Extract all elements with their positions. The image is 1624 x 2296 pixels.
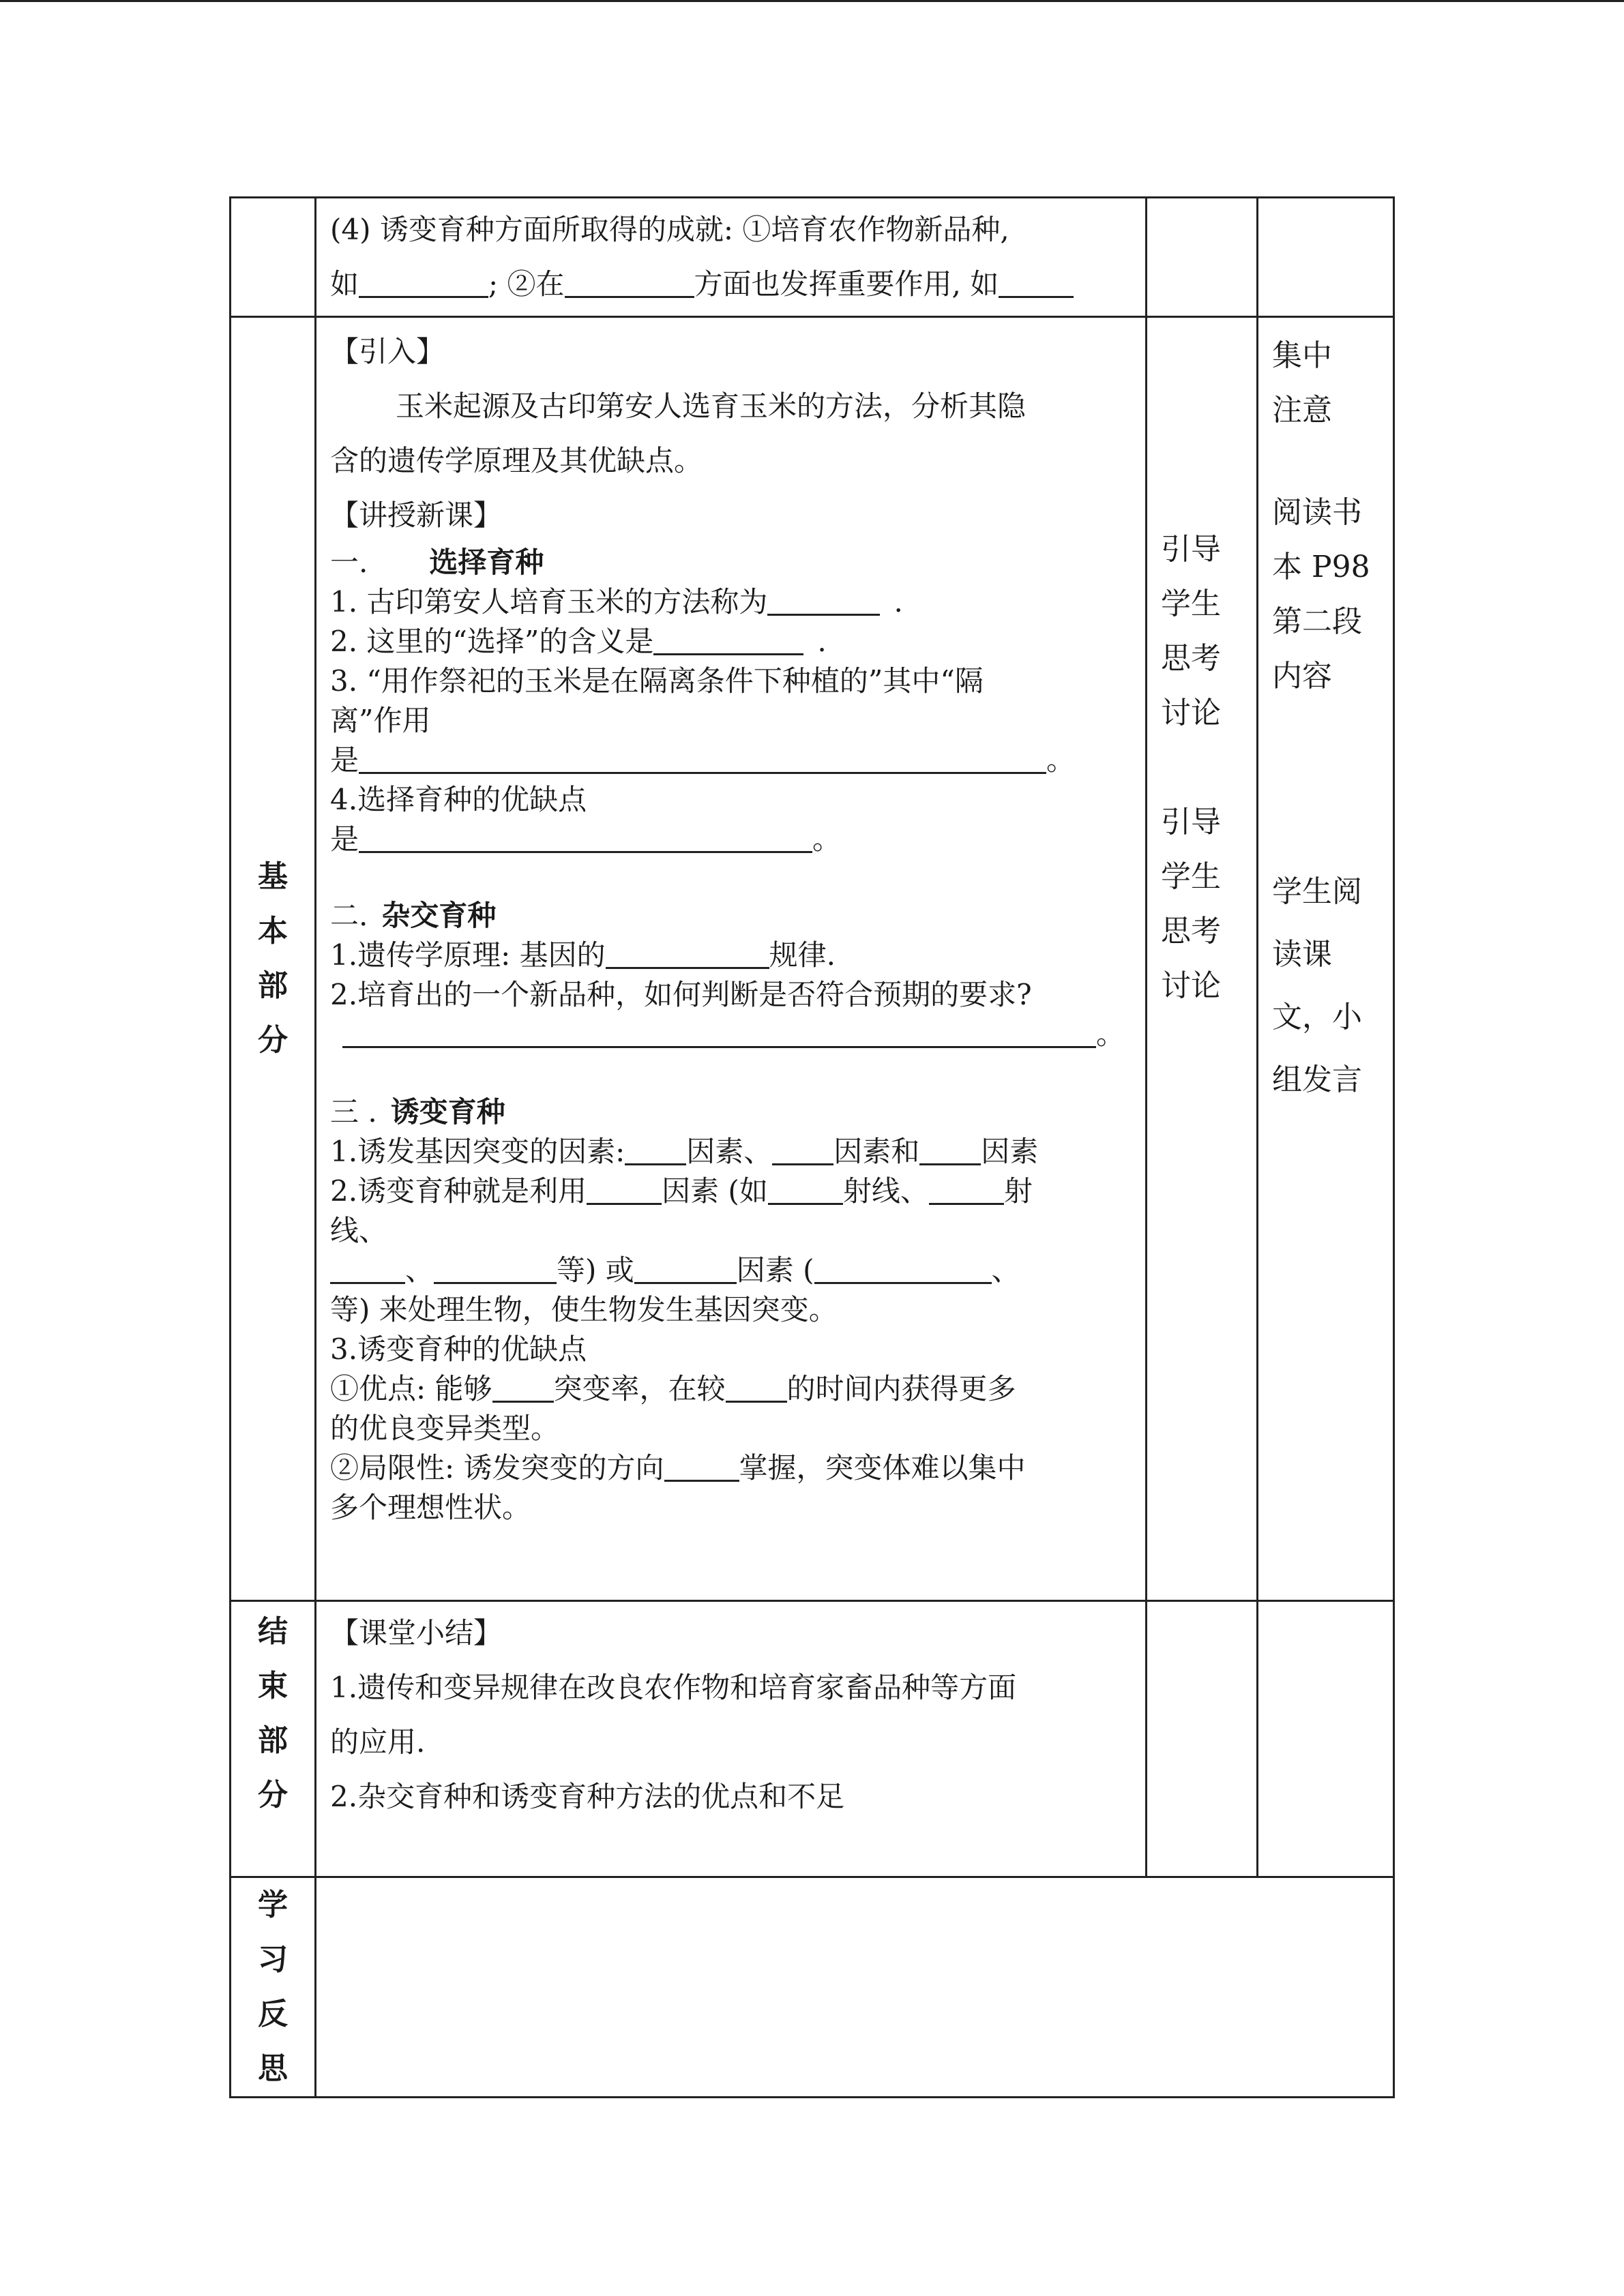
fill-blank[interactable] [919,1135,981,1165]
section-3-question-2d: 等) 来处理生物，使生物发生基因突变。 [330,1293,838,1326]
achievements-cell [316,198,1147,317]
intro-text-2: 含的遗传学原理及其优缺点。 [330,444,703,477]
student-activity-line: 本 P98 [1272,550,1370,584]
fill-blank[interactable] [726,1372,787,1403]
fill-blank[interactable] [359,743,1046,774]
summary-item-2: 2.杂交育种和诱变育种方法的优点和不足 [330,1780,845,1813]
achievements-line-1: (4) 诱变育种方面所取得的成就: ①培育农作物新品种, [330,213,1009,246]
fill-blank[interactable] [606,938,769,969]
fill-blank[interactable] [767,585,880,616]
section-3-title: 三 . 诱变育种 [330,1095,505,1129]
student-activity-line: 读课 [1272,937,1332,972]
row-reflection [231,1877,1394,2098]
fill-blank[interactable] [634,1253,737,1284]
section-3-limitation-a: ②局限性: 诱发突变的方向 掌握，突变体难以集中 [330,1451,1026,1485]
label-char: 分 [258,1023,288,1058]
section-3-advantage-a: ①优点: 能够 突变率，在较 的时间内获得更多 [330,1372,1016,1405]
fill-blank[interactable] [492,1372,554,1403]
section-3-question-3: 3.诱变育种的优缺点 [330,1332,587,1366]
section-1-question-3b: 离”作用 [330,704,431,737]
teacher-activity-line: 思考 [1161,641,1221,676]
teacher-activity-line: 学生 [1161,859,1221,894]
label-char: 分 [258,1778,288,1813]
summary-cell [316,1601,1147,1877]
fill-blank[interactable] [814,1253,992,1284]
fill-blank[interactable] [772,1135,833,1165]
student-activity-line: 阅读书 [1272,495,1362,530]
intro-heading: 【引入】 [330,335,445,368]
page-top-border [0,0,1624,2]
summary-item-1a: 1.遗传和变异规律在改良农作物和培育家畜品种等方面 [330,1671,1017,1704]
section-1-question-2: 2. 这里的“选择”的含义是 . [330,625,827,658]
student-activity-cell [1258,317,1394,1601]
empty-label-cell [231,198,316,317]
section-1-question-1: 1. 古印第安人培育玉米的方法称为 . [330,585,903,618]
section-1-title: 一. 选择育种 [330,546,544,579]
teacher-activity-line: 引导 [1161,805,1221,839]
label-char: 思 [258,2051,288,2086]
section-3-question-2a: 2.诱变育种就是利用 因素 (如 射线、 射 [330,1174,1033,1208]
fill-blank[interactable] [565,267,694,298]
teacher-activity-line: 学生 [1161,586,1221,621]
label-char: 学 [258,1888,288,1922]
empty-student-cell [1258,1601,1394,1877]
row-mutation-achievements [231,198,1394,317]
student-activity-2 [1258,445,1393,711]
empty-teacher-cell [1147,198,1258,317]
section-1-question-4a: 4.选择育种的优缺点 [330,783,587,816]
label-char: 部 [258,968,288,1003]
fill-blank[interactable] [653,625,803,655]
teacher-activity-1 [1147,318,1256,747]
fill-blank[interactable] [342,1017,1096,1048]
reflection-label-cell [231,1877,316,2098]
basic-part-label-cell [231,317,316,1601]
label-char: 本 [258,914,288,949]
student-activity-line: 注意 [1272,393,1332,428]
label-char: 习 [258,1942,288,1977]
basic-part-content-cell [316,317,1147,1601]
fill-blank[interactable] [929,1174,1004,1205]
section-2-question-2: 2.培育出的一个新品种，如何判断是否符合预期的要求? [330,978,1032,1011]
label-char: 束 [258,1669,288,1703]
ending-part-label-cell [231,1601,316,1877]
section-1-question-3a: 3. “用作祭祀的玉米是在隔离条件下种植的”其中“隔 [330,664,984,698]
teacher-activity-line: 讨论 [1161,696,1221,730]
basic-part-label [231,850,314,1068]
intro-text-1: 玉米起源及古印第安人选育玉米的方法，分析其隐 [396,389,1027,423]
fill-blank[interactable] [359,822,812,853]
section-1-question-3c: 是 。 [330,743,1076,777]
label-char: 反 [258,1997,288,2031]
fill-blank[interactable] [434,1253,557,1284]
section-3-question-2b: 线、 [330,1214,388,1247]
student-activity-1 [1258,318,1393,445]
student-activity-line: 第二段 [1272,604,1362,639]
row-ending-part [231,1601,1394,1877]
ending-part-label [231,1602,314,1823]
empty-student-cell [1258,198,1394,317]
empty-teacher-cell [1147,1601,1258,1877]
fill-blank[interactable] [330,1253,405,1284]
student-activity-line: 集中 [1272,338,1332,373]
reflection-content-cell[interactable] [316,1877,1394,2098]
fill-blank[interactable] [768,1174,843,1205]
teacher-activity-2 [1147,747,1256,1020]
section-2-title: 二. 杂交育种 [330,899,497,932]
row-basic-part [231,317,1394,1601]
summary-item-1b: 的应用. [330,1725,426,1759]
section-2-question-1: 1.遗传学原理: 基因的 规律. [330,938,836,972]
student-activity-line: 组发言 [1272,1062,1362,1097]
fill-blank[interactable] [359,267,488,298]
label-char: 基 [258,859,288,894]
teacher-activity-line: 思考 [1161,914,1221,949]
student-activity-line: 文，小 [1272,1000,1362,1034]
teacher-activity-line: 讨论 [1161,968,1221,1003]
section-3-question-1: 1.诱发基因突变的因素: 因素、 因素和 因素 [330,1135,1039,1168]
student-activity-3 [1258,711,1393,1118]
fill-blank[interactable] [664,1451,739,1482]
student-activity-line: 内容 [1272,659,1332,694]
reflection-label [231,1878,314,2096]
teacher-activity-line: 引导 [1161,532,1221,567]
fill-blank[interactable] [999,267,1074,298]
label-char: 结 [258,1614,288,1649]
lecture-heading: 【讲授新课】 [330,498,503,532]
section-3-advantage-b: 的优良变异类型。 [330,1412,560,1445]
label-char: 部 [258,1723,288,1758]
section-3-limitation-b: 多个理想性状。 [330,1491,531,1524]
lesson-plan-table [229,196,1395,2098]
section-3-question-2c: 、 等) 或 因素 ( 、 [330,1251,1132,1290]
section-1-question-4b: 是 。 [330,822,842,856]
teacher-activity-cell [1147,317,1258,1601]
summary-heading: 【课堂小结】 [330,1616,503,1650]
section-2-answer-line: 。 [330,1015,1132,1054]
fill-blank[interactable] [587,1174,662,1205]
achievements-line-2: 如 ; ②在 方面也发挥重要作用, 如 [330,257,1132,312]
fill-blank[interactable] [625,1135,686,1165]
student-activity-line: 学生阅 [1272,874,1362,909]
